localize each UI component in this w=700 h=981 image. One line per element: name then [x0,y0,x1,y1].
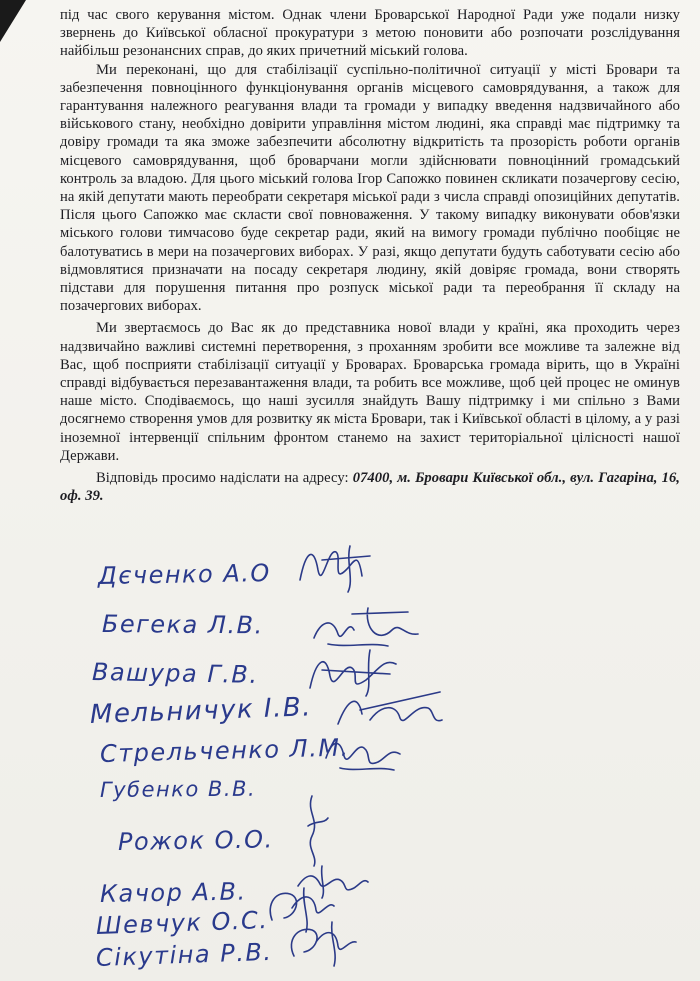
reply-lead: Відповідь просимо надіслати на адресу: [96,470,353,487]
signatory-name: Губенко В.В. [99,776,257,802]
reply-address: 07400, м. Бровари Київської обл., вул. Гагаріна, 16, оф. 39. [60,470,680,505]
signatory-name: Бегека Л.В. [101,610,264,640]
signatory-name: Дєченко А.О [97,558,272,590]
signature-1 [292,540,382,596]
signatory-name: Мельничук І.В. [89,692,313,730]
paragraph-1: під час свого керування містом. Однак члени Броварської Народної Ради уже подали низку звернень до Київської обласної прокуратури з метою поновити або розпочати розслідування найбільш резонансних справ, до яких причетний міський голова. [60,7,680,60]
signature-10 [282,912,362,968]
signatory-name: Сікутіна Р.В. [95,937,273,972]
signature-4 [330,684,450,734]
paragraph-2: Ми переконані, що для стабілізації суспільно-політичної ситуації у місті Бровари та забезпечення повноцінного функціонування органів місцевого самоврядування, а також для гарантування належного реагування влади та громади у випадку введення надзвичайного або військового стану, необхідно довірити управління містом людині, яка справді має підтримку та довіру громади та яка зможе забезпечити абсолютну відкритість та прозорість роботи органів місцевого самоврядування, щоб броварчани могли здійснювати повноцінний громадський контроль за владою. Для цього міський голова Ігор Сапожко повинен скликати позачергову сесію, на якій депутати мають переобрати секретаря міської ради з числа справді опозиційних депутатів. Після цього Сапожко має скласти свої повноваження. У такому випадку виконувати обов'язки міського голови тимчасово буде секретар ради, який на вимогу громади публічно пообіцяє не балотуватись в мери на позачергових виборах. У разі, якщо депутати будуть саботувати сесію або відмовлятися призначати на посаду секретаря людину, якій довіряє громада, вони створять підстави для порушення питання про розпуск міської ради та переобрання її складу на позачергових виборах. [60,61,680,315]
signatory-name: Шевчук О.С. [95,905,269,940]
signatory-name: Вашура Г.В. [91,658,259,689]
signatory-name: Стрельченко Л.М. [99,733,350,768]
paragraph-3: Ми звертаємось до Вас як до представника нової влади у країні, яка проходить через надзвичайно важливі системні перетворення, з проханням зробити все можливе та залежне від Вас, щоб посприяти стабілізації ситуації у Броварах. Броварська громада вірить, що в Україні справді відбувається перезавантаження влади, та робить все можливе, щоб цей процес не оминув наше місто. Сподіваємось, що наші зусилля знайдуть Вашу підтримку і ми спільно з Вами досягнемо створення умов для розвитку як міста Бровари, так і Київської області в цілому, а у разі іноземної інтервенції спільним фронтом станемо на захист територіальної цілісності нашої Держави. [60,320,680,464]
signature-5 [320,728,410,776]
signatory-name: Рожок О.О. [117,825,274,856]
signatory-name: Качор А.В. [99,877,247,908]
